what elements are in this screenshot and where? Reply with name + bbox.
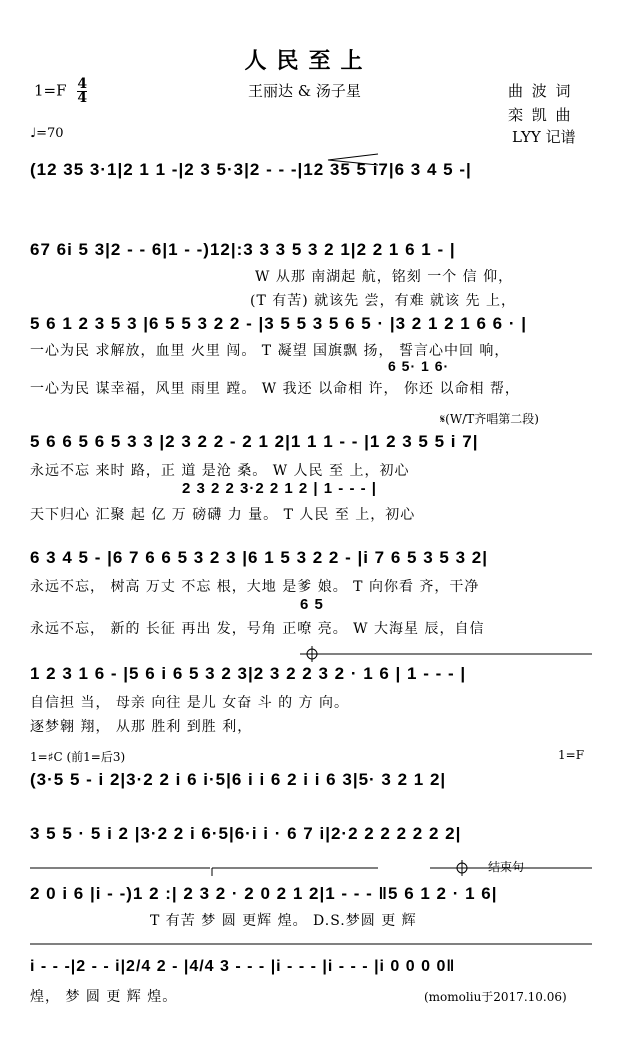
lyric-row-2a: W 从那 南湖起 航，铭刻 一个 信 仰，	[255, 269, 514, 285]
transcription-credit: (momoliu于2017.10.06)	[424, 990, 567, 1004]
alternate-notes-row-4: 2 3 2 2 3·2 2 1 2 | 1 - - - |	[182, 480, 377, 497]
lyric-row-4b: 天下归心 汇聚 起 亿 万 磅礴 力 量。 T 人民 至 上，初心	[30, 507, 416, 523]
composer: 栾 凯 曲	[508, 106, 573, 124]
lyric-row-4a: 永远不忘 来时 路，正 道 是沧 桑。 W 人民 至 上，初心	[30, 463, 410, 479]
notation-row-2: 67 6i 5 3|2 - - 6|1 - -)12|:3 3 3 5 3 2 1|2 2 1 6 1 - |	[30, 240, 456, 259]
lyric-row-3a: 一心为民 求解放，血里 火里 闯。 T 凝望 国旗飘 扬， 誓言心中回 响，	[30, 343, 510, 359]
lyric-row-3b: 一心为民 谋幸福，风里 雨里 蹚。 W 我还 以命相 许， 你还 以命相 帮，	[30, 381, 520, 397]
transcriber: LYY 记谱	[512, 128, 576, 146]
lyric-row-6b: 逐梦翱 翔， 从那 胜利 到胜 利，	[30, 719, 253, 735]
notation-row-3: 5 6 1 2 3 5 3 |6 5 5 3 2 2 - |3 5 5 3 5 6 5 · |3 2 1 2 1 6 6 · |	[30, 314, 527, 333]
key-label: 1=F	[34, 81, 67, 100]
time-top: 4	[77, 76, 88, 92]
quarter-note-icon: ♩	[30, 126, 37, 141]
key-return-label: 1=F	[558, 748, 585, 762]
notation-row-9: 2 0 i 6 |i - -)1 2 :| 2 3 2 · 2 0 2 1 2|1 - - - ‖5 6 1 2 · 1 6|	[30, 884, 498, 903]
notation-row-4: 5 6 6 5 6 5 3 3 |2 3 2 2 - 2 1 2|1 1 1 - - |1 2 3 5 5 i 7|	[30, 432, 479, 451]
song-title: 人民至上	[244, 48, 373, 74]
lyric-row-5a: 永远不忘， 树高 万丈 不忘 根，大地 是爹 娘。 T 向你看 齐，干净	[30, 579, 480, 595]
key-change-label: 1=♯C (前1=后3)	[30, 750, 126, 764]
segno-icon: 𝄋	[440, 412, 446, 426]
notation-row-10: i - - -|2 - - i|2/4 2 - |4/4 3 - - - |i - - - |i - - - |i 0 0 0 0‖	[30, 958, 456, 975]
notation-row-6: 1 2 3 1 6 - |5 6 i 6 5 3 2 3|2 3 2 2 3 2 · 1 6 | 1 - - - |	[30, 664, 467, 683]
lyric-row-9: T 有苦 梦 圆 更辉 煌。 D.S.梦圆 更 辉	[150, 913, 417, 929]
alternate-notes-row-5: 6 5	[300, 596, 324, 613]
alternate-notes-row-3: 6 5· 1 6·	[388, 358, 450, 374]
notation-row-7: (3·5 5 - i 2|3·2 2 i 6 i·5|6 i i 6 2 i i 6 3|5· 3 2 1 2|	[30, 770, 447, 789]
lyric-row-2b: (T 有苦) 就该先 尝，有难 就该 先 上，	[250, 293, 516, 309]
lyric-row-10: 煌， 梦 圆 更 辉 煌。	[30, 989, 178, 1005]
lyricist: 曲 波 词	[508, 82, 573, 100]
lyric-row-6a: 自信担 当， 母亲 向往 是儿 女奋 斗 的 方 向。	[30, 695, 350, 711]
segno-text: (W/T齐唱第二段)	[445, 412, 539, 426]
performers: 王丽达 & 汤子星	[248, 82, 361, 100]
notation-row-1: (12 35 3·1|2 1 1 -|2 3 5·3|2 - - -|12 35 5 i7|6 3 4 5 -|	[30, 160, 472, 179]
time-bottom: 4	[77, 90, 88, 106]
lyric-row-5b: 永远不忘， 新的 长征 再出 发，号角 正嘹 亮。 W 大海星 辰，自信	[30, 621, 485, 637]
coda-label: 结束句	[488, 860, 525, 874]
tempo-value: =70	[36, 126, 64, 141]
notation-row-5: 6 3 4 5 - |6 7 6 6 5 3 2 3 |6 1 5 3 2 2 - |i 7 6 5 3 5 3 2|	[30, 548, 488, 567]
notation-row-8: 3 5 5 · 5 i 2 |3·2 2 i 6·5|6·i i · 6 7 i|2·2 2 2 2 2 2 2|	[30, 824, 462, 843]
